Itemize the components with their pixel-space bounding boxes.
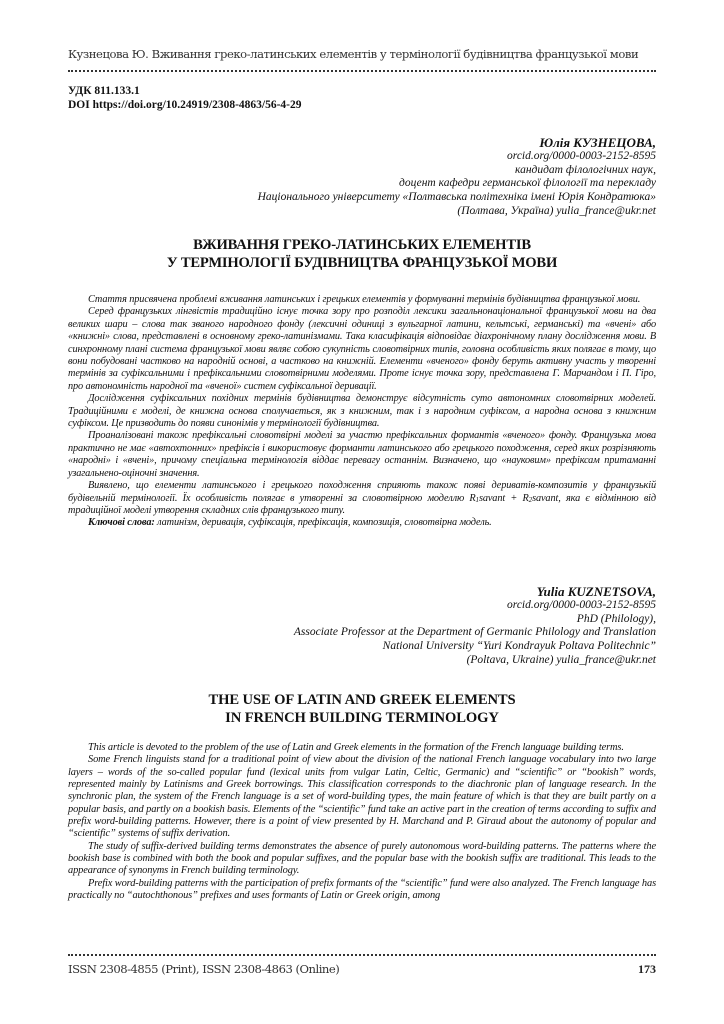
abstract-paragraph: Проаналізовані також префіксальні словотвірні моделі за участю префіксальних формантів «вченого» фонду. Французька мова практично не має «автохтонних» префіксів і використовує форманти латинського або грецького походження, серед яких розрізняють «народні» і «вчені», причому спеціальна термінологія віддає перевагу останнім. Визначено, що «науковим» префіксам притаманні узагальнено-оціночні значення.: [68, 430, 656, 479]
text-fragment: Виявлено, що елементи латинського і грецького походження сприяють також появі дериватів-композитів у французькій будівельній термінології. Їх особливість полягає в утворенні за словотвірною моделлю R: [68, 480, 656, 504]
text-fragment: savant, яка є відмінною від традиційної моделі утворення складних слів французького типу.: [68, 492, 657, 516]
header-dotted-rule: [68, 70, 656, 72]
author-university: Національного університету «Полтавська політехніка імені Юрія Кондратюка»: [257, 191, 656, 204]
author-orcid[interactable]: orcid.org/0000-0003-2152-8595: [507, 598, 656, 611]
footer-dotted-rule: [68, 954, 656, 956]
keywords-list: латинізм, деривація, суфіксація, префіксація, композиція, словотвірна модель.: [154, 517, 492, 529]
author-location-email: (Полтава, Україна) yulia_france@ukr.net: [457, 204, 656, 217]
author-position: доцент кафедри германської філології та перекладу: [399, 177, 656, 190]
abstract-ukrainian: [68, 294, 656, 530]
author-position: Associate Professor at the Department of Germanic Philology and Translation: [293, 626, 656, 639]
abstract-paragraph: The study of suffix-derived building terms demonstrates the absence of purely autonomous word-building patterns. The patterns where the bookish base is combined with both the book and popular suffixes, and the popular base with the bookish suffix are traditional. This leads to the appearance of synonyms in French building terminology.: [68, 840, 656, 877]
abstract-paragraph: Some French linguists stand for a traditional point of view about the division of the national French language vocabulary into two large layers – words of the so-called popular fund (lexical units from vulgar Latin, Celtic, Germanic) and “scientific” or “bookish” words, represented mainly by Latinisms and Greek borrowings. This classification corresponds to the diachronic plan of language research. In the synchronic plan, the system of the French language is a set of word-building types, the main feature of which is that they are built partly on a popular basis, and partly on a bookish basis. Elements of the “scientific” fund take an active part in the creation of terms according to suffix and prefix word-building patterns. However, there is a point of view presented by H. Marchand and P. Giraud about the autonomy of popular and “scientific” systems of suffix derivation.: [68, 754, 656, 840]
author-degree: PhD (Philology),: [576, 612, 656, 625]
udk-code: УДК 811.133.1: [68, 85, 140, 97]
author-degree: кандидат філологічних наук,: [514, 163, 656, 176]
abstract-paragraph: [68, 480, 656, 517]
keywords: [68, 517, 656, 529]
title-line-1: THE USE OF LATIN AND GREEK ELEMENTS: [208, 692, 516, 708]
author-info-ukrainian: [258, 136, 656, 219]
keywords-label: Ключові слова:: [88, 517, 155, 529]
author-name: Юлія КУЗНЕЦОВА,: [539, 135, 656, 150]
abstract-paragraph: Серед французьких лінгвістів традиційно існує точка зору про розподіл лексики загальнонаціональної французької мови на два великих шари – слова так званого народного фонду (лексичні одиниці з вульгарної латини, кельтські, германські) та «вчені» або «книжні» слова, представлені в основному греко-латинізмами. Така класифікація відповідає діахронічному плану дослідження мови. В синхронному плані система французької мови являє собою сукупність словотвірних типів, головна особливість яких полягає в тому, що вони побудовані частково на народній основі, а частково на книжній. Елементи «вченого» фонду беруть активну участь у творенні термінів за суфіксальними і префіксальними словотвірними моделями. Проте існує точка зору, представлена Г. Марчандом і П. Гіро, про автономність народної та «вченої» систем суфіксальної деривації.: [68, 306, 656, 392]
title-line-2: IN FRENCH BUILDING TERMINOLOGY: [225, 710, 499, 726]
article-identifiers: [68, 84, 302, 112]
title-line-2: У ТЕРМІНОЛОГІЇ БУДІВНИЦТВА ФРАНЦУЗЬКОЇ МОВИ: [166, 255, 558, 271]
subscript: 2: [528, 495, 533, 504]
running-head: Кузнецова Ю. Вживання греко-латинських елементів у термінології будівництва французької мови: [68, 47, 639, 61]
author-orcid[interactable]: orcid.org/0000-0003-2152-8595: [507, 149, 656, 162]
page-number: 173: [638, 962, 656, 976]
abstract-paragraph: This article is devoted to the problem of the use of Latin and Greek elements in the formation of the French language building terms.: [88, 742, 624, 753]
abstract-paragraph: Prefix word-building patterns with the participation of prefix formants of the “scientific” fund were also analyzed. The French language has practically no “autochthonous” prefixes and uses formants of Latin or Greek origin, among: [68, 877, 656, 902]
abstract-paragraph: Стаття присвячена проблемі вживання латинських і грецьких елементів у формуванні термінів будівництва французької мови.: [88, 294, 641, 305]
footer-issn: ISSN 2308-4855 (Print), ISSN 2308-4863 (Online): [68, 962, 340, 976]
article-title-ukrainian: [68, 236, 656, 272]
author-info-english: [294, 585, 656, 668]
title-line-1: ВЖИВАННЯ ГРЕКО-ЛАТИНСЬКИХ ЕЛЕМЕНТІВ: [193, 237, 531, 253]
article-title-english: [68, 691, 656, 727]
journal-page: [68, 0, 656, 1024]
subscript: 1: [475, 495, 479, 504]
abstract-english: [68, 742, 656, 902]
text-fragment: savant + R: [478, 492, 529, 504]
abstract-paragraph: Дослідження суфіксальних похідних термінів будівництва демонструє відсутність суто автономних словотвірних моделей. Традиційними є моделі, де книжна основа сполучається, як з книжним, так і з народним суфіксом, а народна основа з книжним суфіксом. Це призводить до появи синонімів у термінології будівництва.: [68, 393, 656, 430]
doi-link[interactable]: DOI https://doi.org/10.24919/2308-4863/56-4-29: [68, 99, 302, 111]
author-name: Yulia KUZNETSOVA,: [536, 584, 656, 599]
author-university: National University “Yuri Kondrayuk Poltava Politechnic”: [382, 640, 656, 653]
author-location-email: (Poltava, Ukraine) yulia_france@ukr.net: [466, 653, 656, 666]
